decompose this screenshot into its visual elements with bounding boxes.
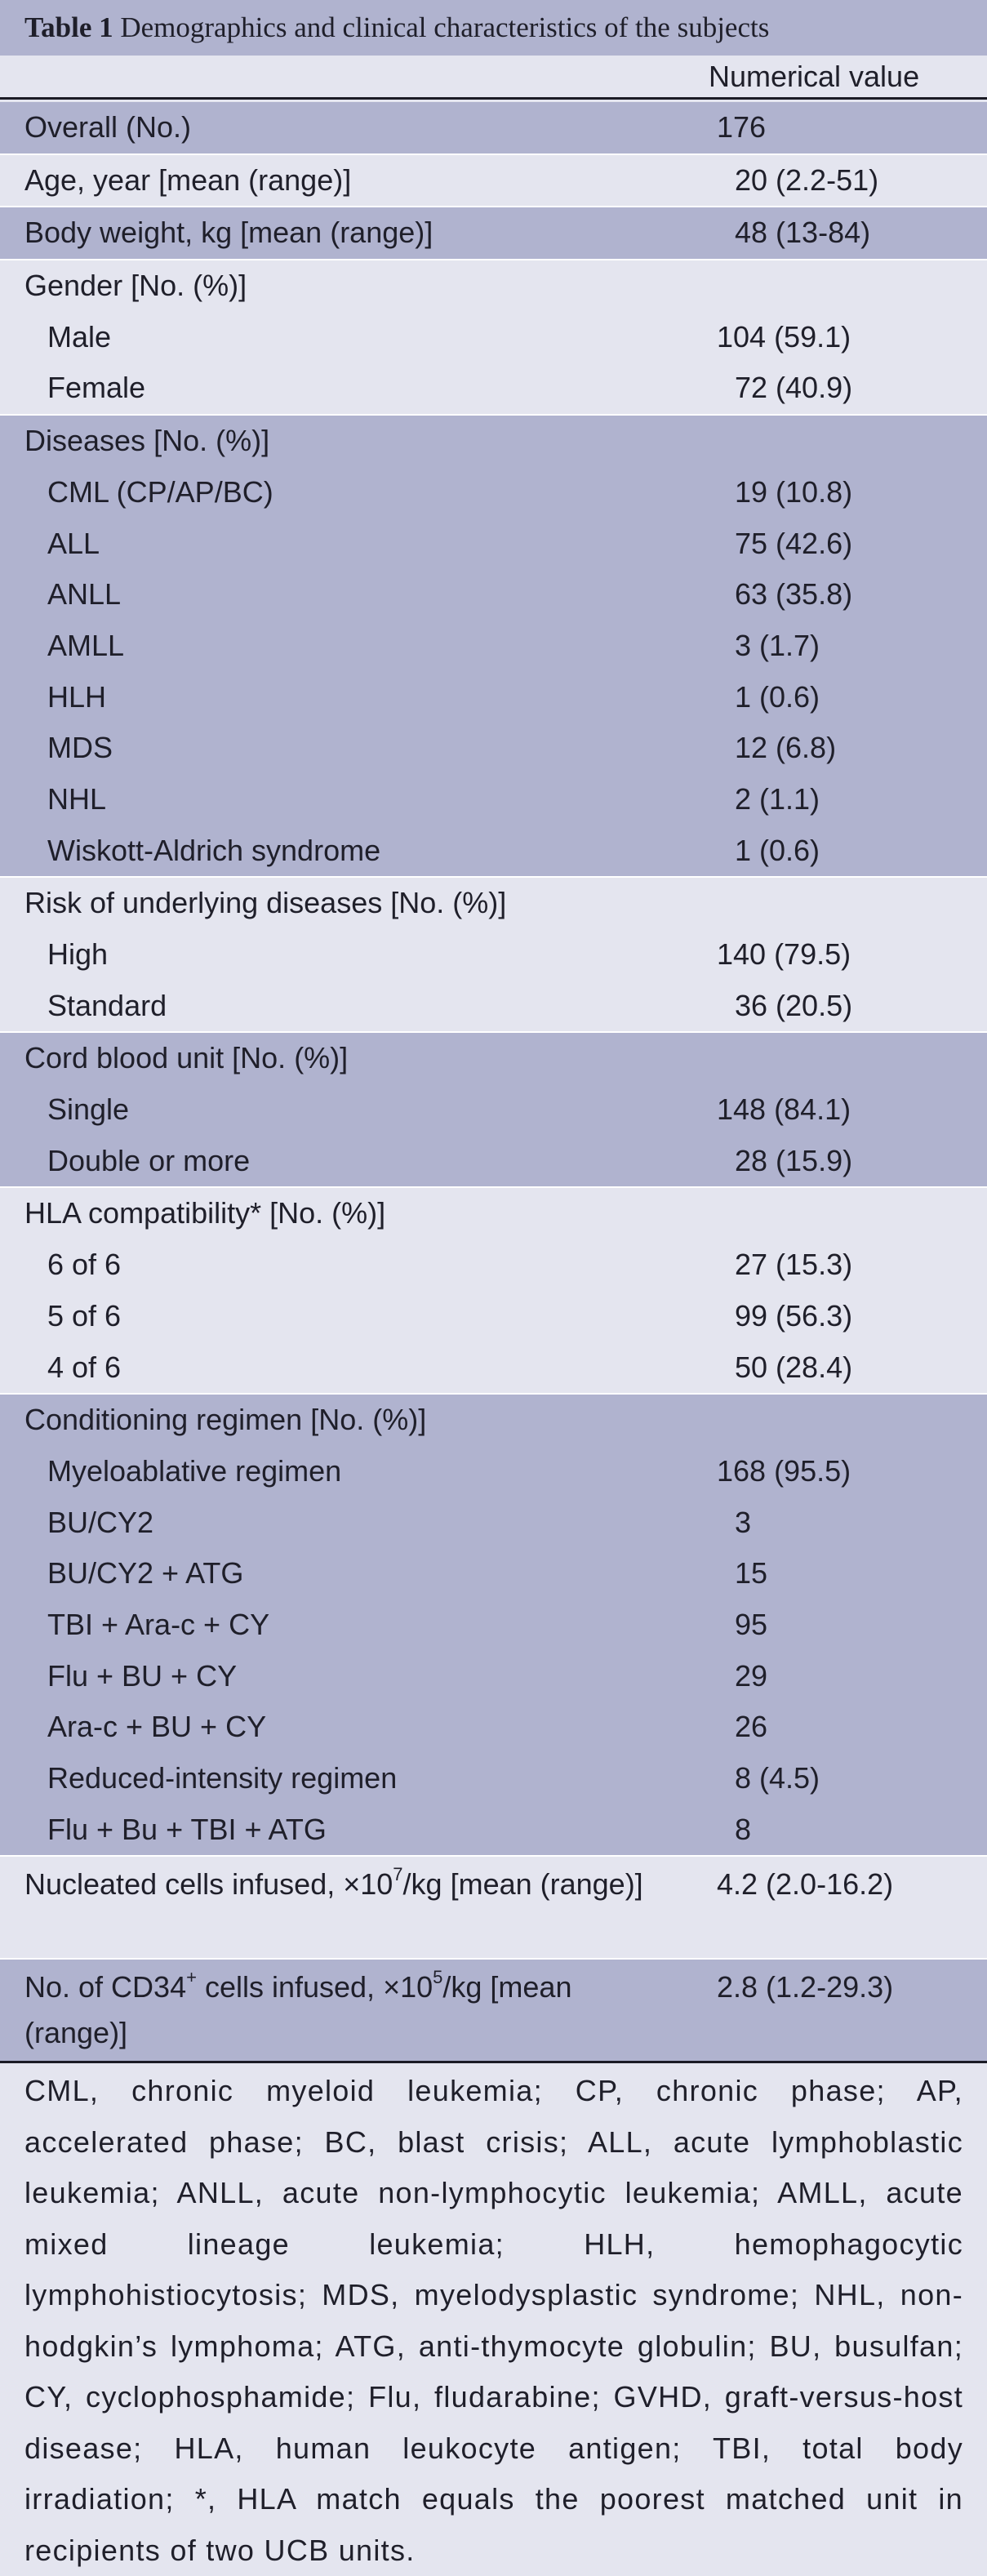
table-row <box>0 1033 987 1084</box>
table-group <box>0 102 987 155</box>
table-groups <box>0 102 987 1857</box>
row-value: 2 (1.1) <box>735 781 820 816</box>
row-label-superscript: 7 <box>393 1864 403 1885</box>
row-label: BU/CY2 + ATG <box>47 1556 244 1591</box>
table-number: Table 1 <box>24 11 113 43</box>
row-value: 99 (56.3) <box>735 1298 853 1332</box>
row-label: Gender [No. (%)] <box>24 269 247 303</box>
row-value: 95 <box>735 1607 768 1641</box>
table-row <box>0 774 987 825</box>
row-value: 20 (2.2-51) <box>735 162 879 197</box>
row-label: 5 of 6 <box>47 1298 122 1332</box>
row-label-superscript: 5 <box>433 1967 443 1988</box>
row-label: Flu + BU + CY <box>47 1658 238 1693</box>
row-value: 28 (15.9) <box>735 1143 853 1177</box>
row-label: High <box>47 937 109 971</box>
row-value: 1 (0.6) <box>735 833 820 867</box>
row-label: HLH <box>47 679 107 714</box>
table-row <box>0 260 987 312</box>
table-row <box>0 981 987 1032</box>
row-label: 6 of 6 <box>47 1248 122 1282</box>
table-group <box>0 416 987 878</box>
row-label: NHL <box>47 781 107 816</box>
row-value: 176 <box>717 110 767 144</box>
table-group <box>0 1395 987 1857</box>
row-value: 4.2 (2.0-16.2) <box>717 1867 894 1902</box>
table-group <box>0 1033 987 1188</box>
row-value: 2.8 (1.2-29.3) <box>717 1970 894 2004</box>
row-value: 29 <box>735 1658 768 1693</box>
table-row <box>0 1446 987 1497</box>
table-row <box>0 312 987 363</box>
row-label: Overall (No.) <box>24 110 192 144</box>
row-label: Ara-c + BU + CY <box>47 1710 267 1744</box>
table-row <box>0 1342 987 1394</box>
row-label-superscript: + <box>186 1967 197 1988</box>
row-label: Conditioning regimen [No. (%)] <box>24 1403 427 1437</box>
row-label-part: Nucleated cells infused, ×10 <box>24 1867 393 1902</box>
table-row <box>0 1084 987 1136</box>
table-group <box>0 207 987 260</box>
row-value: 1 (0.6) <box>735 679 820 714</box>
table-row <box>0 1239 987 1291</box>
row-value: 148 (84.1) <box>717 1092 851 1127</box>
table-row <box>0 1548 987 1599</box>
row-value: 15 <box>735 1556 768 1591</box>
row-label <box>24 1862 669 1907</box>
row-value: 140 (79.5) <box>717 937 851 971</box>
row-value: 48 (13-84) <box>735 216 871 250</box>
row-label: Wiskott-Aldrich syndrome <box>47 833 381 867</box>
row-label: Body weight, kg [mean (range)] <box>24 216 433 250</box>
table-bottom-rule <box>0 2061 987 2063</box>
table-row <box>0 929 987 981</box>
table-row <box>0 825 987 877</box>
table-row <box>0 363 987 414</box>
table-row <box>0 878 987 929</box>
table-row <box>0 155 987 207</box>
table-footnote: CML, chronic myeloid leukemia; CP, chronic phase; AP, accelerated phase; BC, blast crisis; ALL, acute lymphoblastic leukemia; ANLL, acute non-lymphocytic leukemia; AMLL, acute mixed lineage leukemia; HLH, hemophagocytic lymphohistiocytosis; MDS, myelodysplastic syndrome; NHL, non-hodgkin’s lymphoma; ATG, anti-thymocyte globulin; BU, busulfan; CY, cyclophosphamide; Flu, fludarabine; GVHD, graft-versus-host disease; HLA, human leukocyte antigen; TBI, total body irradiation; *, HLA match equals the poorest matched unit in recipients of two UCB units. <box>24 2074 963 2567</box>
row-label <box>24 1964 669 2056</box>
column-header-numerical-value: Numerical value <box>709 60 920 93</box>
row-label: CML (CP/AP/BC) <box>47 474 273 509</box>
table-group <box>0 260 987 416</box>
row-value: 36 (20.5) <box>735 988 853 1022</box>
row-value: 75 (42.6) <box>735 526 853 560</box>
row-label: HLA compatibility* [No. (%)] <box>24 1196 386 1230</box>
column-header-row <box>0 56 987 100</box>
table-row <box>0 1291 987 1342</box>
row-label-part: No. of CD34 <box>24 1970 187 2004</box>
row-label-part: /kg [mean (range)] <box>24 1970 572 2050</box>
table-group <box>0 155 987 208</box>
row-label: BU/CY2 <box>47 1505 154 1539</box>
row-value: 3 <box>735 1505 752 1539</box>
row-label: Single <box>47 1092 130 1127</box>
row-value: 63 (35.8) <box>735 577 853 612</box>
row-label-part: cells infused, ×10 <box>196 1970 433 2004</box>
row-value: 12 (6.8) <box>735 731 837 765</box>
table-row <box>0 672 987 723</box>
table-row <box>0 1497 987 1549</box>
table-row <box>0 467 987 518</box>
row-label-part: /kg [mean (range)] <box>402 1867 643 1902</box>
table-row <box>0 1395 987 1446</box>
row-label: Standard <box>47 988 167 1022</box>
table-row <box>0 207 987 259</box>
table-row <box>0 723 987 774</box>
table-row <box>0 102 987 153</box>
table-row-cd34-cells <box>0 1960 987 2061</box>
table-row <box>0 621 987 672</box>
row-label: Male <box>47 319 112 354</box>
row-value: 8 (4.5) <box>735 1761 820 1795</box>
row-label: Flu + Bu + TBI + ATG <box>47 1812 327 1846</box>
table-row <box>0 1804 987 1856</box>
table-group-nucleated <box>0 1857 987 1960</box>
table-group <box>0 1188 987 1395</box>
row-label: TBI + Ara-c + CY <box>47 1607 270 1641</box>
row-label: Reduced-intensity regimen <box>47 1761 398 1795</box>
row-label: 4 of 6 <box>47 1350 122 1384</box>
table-body <box>0 102 987 2061</box>
row-value: 72 (40.9) <box>735 371 853 405</box>
row-value: 168 (95.5) <box>717 1453 851 1488</box>
row-label: Risk of underlying diseases [No. (%)] <box>24 886 507 920</box>
row-label: Diseases [No. (%)] <box>24 424 270 458</box>
table-row <box>0 1136 987 1187</box>
row-value: 26 <box>735 1710 768 1744</box>
table-caption: Demographics and clinical characteristics of the subjects <box>120 11 770 43</box>
row-label: MDS <box>47 731 113 765</box>
table-row <box>0 1702 987 1753</box>
row-label: Double or more <box>47 1143 251 1177</box>
row-value: 27 (15.3) <box>735 1248 853 1282</box>
table-row <box>0 569 987 621</box>
table-row <box>0 416 987 467</box>
table-row <box>0 1599 987 1651</box>
row-label: Cord blood unit [No. (%)] <box>24 1041 349 1075</box>
table-title <box>0 0 987 56</box>
table-row <box>0 1651 987 1702</box>
row-value: 104 (59.1) <box>717 319 851 354</box>
row-value: 8 <box>735 1812 752 1846</box>
table-row <box>0 1753 987 1804</box>
row-label: ALL <box>47 526 100 560</box>
table-row-nucleated-cells <box>0 1857 987 1958</box>
row-label: Myeloablative regimen <box>47 1453 342 1488</box>
table-group <box>0 878 987 1033</box>
row-value: 3 (1.7) <box>735 628 820 662</box>
table-row <box>0 518 987 570</box>
row-label: ANLL <box>47 577 122 612</box>
table-group-cd34 <box>0 1960 987 2061</box>
row-label: Female <box>47 371 146 405</box>
row-label: Age, year [mean (range)] <box>24 162 352 197</box>
row-value: 19 (10.8) <box>735 474 853 509</box>
table-row <box>0 1188 987 1239</box>
row-value: 50 (28.4) <box>735 1350 853 1384</box>
row-label: AMLL <box>47 628 125 662</box>
